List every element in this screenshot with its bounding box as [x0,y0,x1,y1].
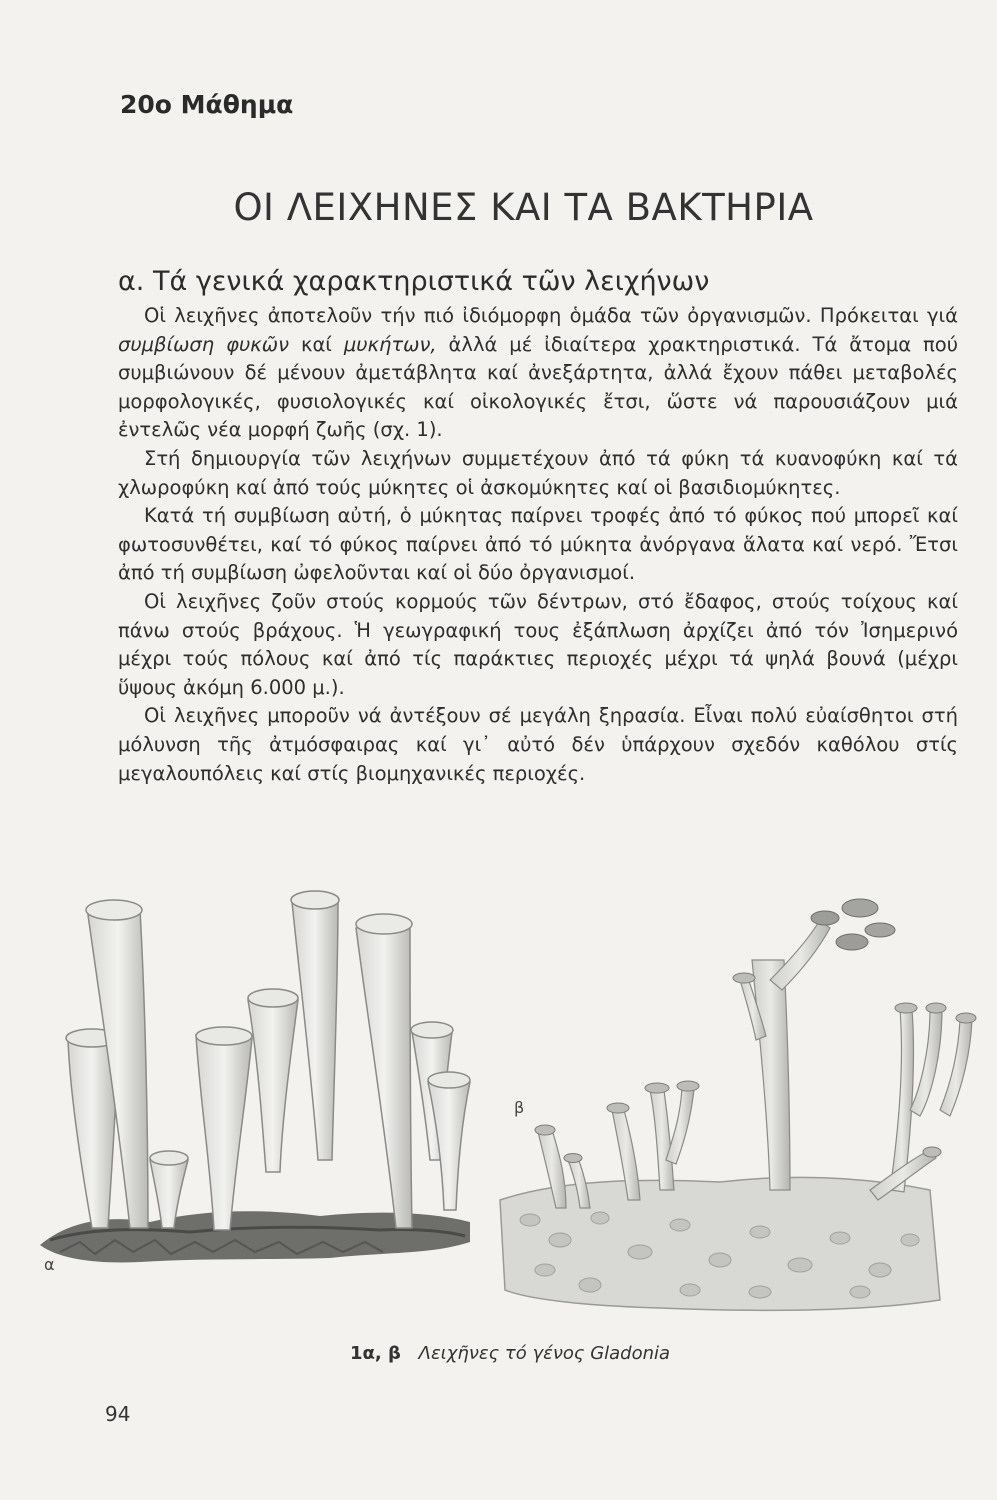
paragraph-1-text-a: Οἱ λειχῆνες ἀποτελοῦν τήν πιό ἰδιόμορφη ὁμάδα τῶν ὀργανισμῶν. Πρόκειται γιά [144,304,958,327]
paragraph-3: Κατά τή συμβίωση αὐτή, ὁ μύκητας παίρνει τροφές ἀπό τό φύκος πού μπορεῖ καί φωτοσυνθέτει, καί τό φύκος παίρνει ἀπό τό μύκητα ἀνόργανα ἅλατα καί νερό. Ἔτσι ἀπό τή συμβίωση ὠφελοῦνται καί οἱ δύο ὀργανισμοί. [118,504,958,585]
paragraph-1-text-c: ἀλλά μέ ἰδιαίτερα χρακτηριστικά. Τά ἄτομα πού συμβιώνουν δέ μένουν ἀμετάβλητα καί ἀνεξάρτητα, ἀλλά ἔχουν πάθει μεταβολές μορφολογικές, φυσιολογικές καί οἰκολογικές ἔτσι, ὥστε νά παρουσιάζουν μιά ἐντελῶς νέα μορφή ζωῆς (σχ. 1). [118,332,959,442]
caption-number: 1α, β [350,1343,401,1364]
paragraph-2: Στή δημιουργία τῶν λειχήνων συμμετέχουν ἀπό τά φύκη τά κυανοφύκη καί τά χλωροφύκη καί ἀπό τούς μύκητες οἱ ἀσκομύκητες καί οἱ βασιδιομύκητες. [118,446,958,499]
caption-text: Λειχῆνες τό γένος Gladonia [418,1343,671,1364]
figure-label-b: β [514,1098,525,1117]
figure-a-group [40,891,470,1262]
body-text [118,302,958,788]
section-title: α. Τά γενικά χαρακτηριστικά τῶν λειχήνων [118,266,710,297]
paragraph-1-text-b: καί [288,332,344,356]
chapter-title: ΟΙ ΛΕΙΧΗΝΕΣ ΚΑΙ ΤΑ ΒΑΚΤΗΡΙΑ [233,186,814,229]
paragraph-1 [118,302,958,445]
paragraph-5: Οἱ λειχῆνες μποροῦν νά ἀντέξουν σέ μεγάλη ξηρασία. Εἶναι πολύ εὐαίσθητοι στή μόλυνση τῆς ἀτμόσφαιρας καί γι᾿ αὐτό δέν ὑπάρχουν σχεδόν καθόλου στίς μεγαλουπόλεις καί στίς βιομηχανικές περιοχές. [118,704,958,785]
paragraph-1-emphasis-2: μυκήτων, [343,332,437,356]
lesson-label: 20ο Μάθημα [120,90,294,119]
figure-label-a: α [44,1255,55,1274]
figure-b-group [500,899,976,1310]
lichen-illustration-icon [0,860,997,1330]
page-number: 94 [105,1402,131,1426]
figure-caption [350,1343,670,1364]
paragraph-1-emphasis-1: συμβίωση φυκῶν [118,332,289,356]
paragraph-4: Οἱ λειχῆνες ζοῦν στούς κορμούς τῶν δέντρων, στό ἔδαφος, στούς τοίχους καί πάνω στούς βράχους. Ἡ γεωγραφική τους ἐξάπλωση ἀρχίζει ἀπό τόν Ἰσημερινό μέχρι τούς πόλους καί ἀπό τίς παράκτιες περιοχές μέχρι τά ψηλά βουνά (μέχρι ὕψους ἀκόμη 6.000 μ.). [118,589,958,699]
